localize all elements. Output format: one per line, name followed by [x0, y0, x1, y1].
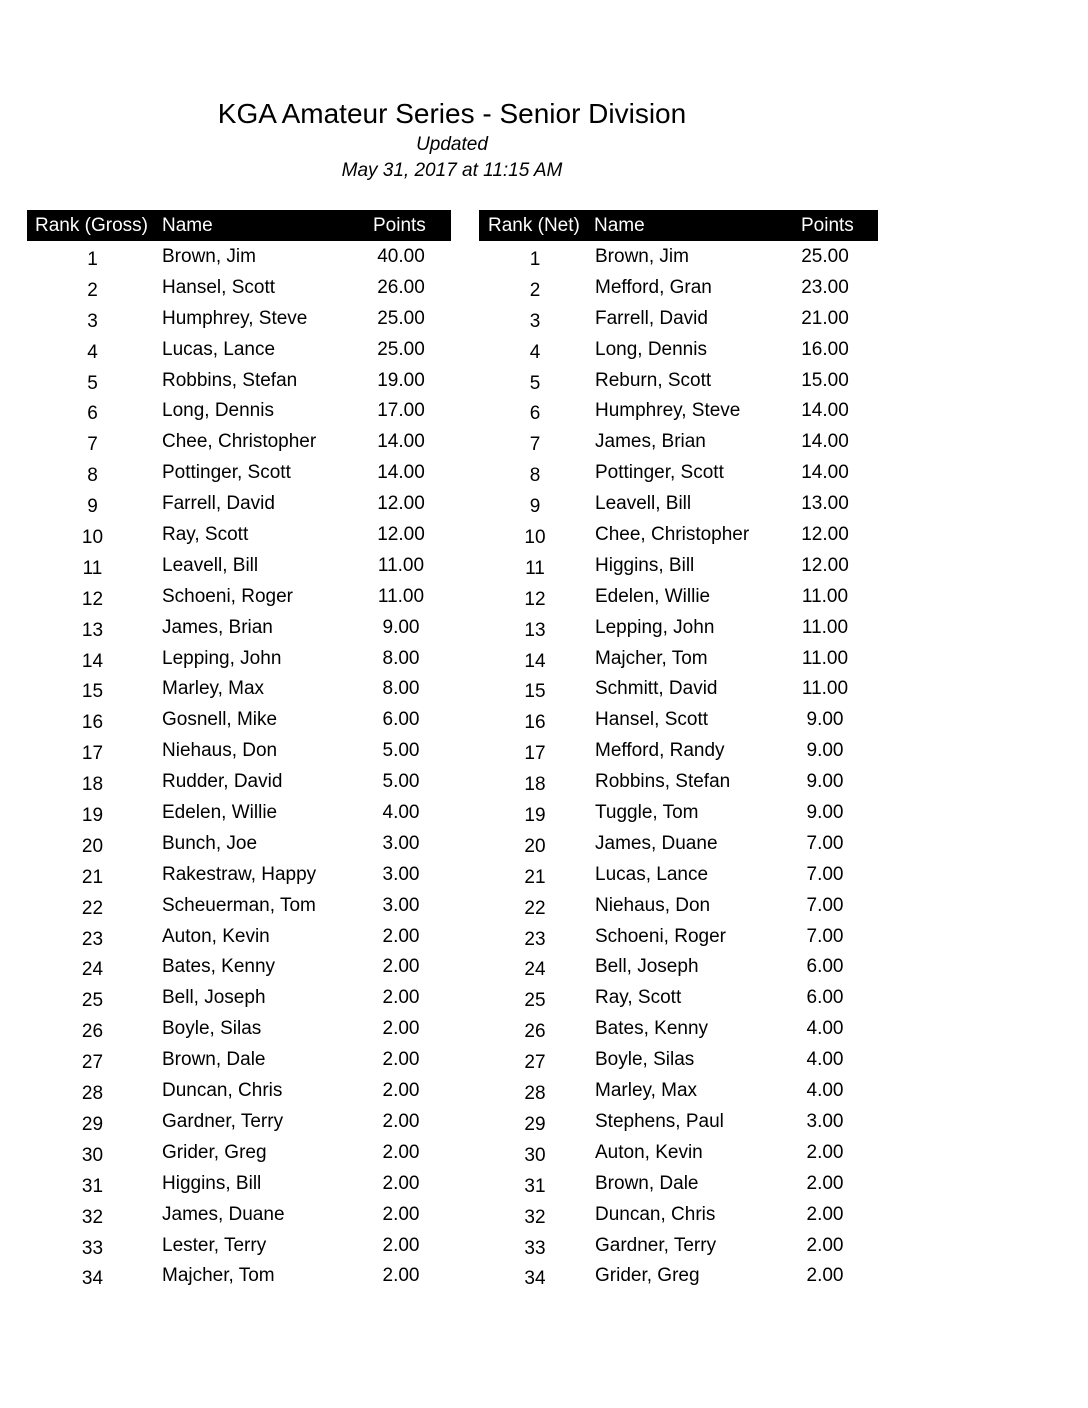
rank-cell: 7 [529, 434, 541, 456]
rank-cell: 1 [529, 249, 541, 270]
rank-cell: 27 [524, 1052, 546, 1074]
rank-cell: 20 [81, 835, 104, 857]
table-row [479, 797, 878, 828]
points-cell: 3.00 [806, 1110, 844, 1132]
updated-label: Updated [416, 134, 488, 155]
table-row [27, 797, 451, 828]
table-row [27, 1075, 451, 1106]
name-cell: Niehaus, Don [595, 894, 711, 916]
name-cell: Boyle, Silas [595, 1049, 695, 1071]
table-row [479, 1106, 878, 1137]
points-cell: 25.00 [377, 338, 425, 360]
points-cell: 21.00 [801, 307, 849, 329]
name-cell: Marley, Max [162, 678, 265, 700]
gross-standings-table [27, 210, 451, 1291]
table-row [27, 1106, 451, 1137]
name-cell: Niehaus, Don [162, 740, 278, 762]
points-cell: 6.00 [806, 956, 844, 978]
table-row [479, 1260, 878, 1291]
rank-cell: 17 [81, 743, 104, 765]
table-row [27, 673, 451, 704]
table-row [479, 982, 878, 1013]
points-cell: 2.00 [806, 1234, 844, 1256]
name-cell: Farrell, David [595, 307, 708, 329]
name-cell: Mefford, Gran [595, 276, 712, 298]
name-cell: Pottinger, Scott [595, 462, 724, 484]
rank-cell: 6 [529, 403, 541, 425]
rank-cell: 25 [81, 990, 104, 1012]
name-cell: Rudder, David [162, 771, 283, 793]
name-cell: James, Brian [595, 431, 706, 453]
table-row [479, 581, 878, 612]
table-row [479, 550, 878, 581]
points-cell: 14.00 [801, 431, 849, 453]
points-cell: 9.00 [806, 740, 844, 762]
points-cell: 2.00 [382, 1110, 420, 1132]
table-row [27, 612, 451, 643]
table-row [479, 272, 878, 303]
points-cell: 23.00 [801, 276, 849, 298]
table-row [479, 365, 878, 396]
rank-cell: 34 [524, 1268, 546, 1290]
name-cell: Long, Dennis [595, 338, 707, 360]
table-row [27, 426, 451, 457]
rank-cell: 17 [524, 743, 546, 765]
rank-cell: 31 [524, 1175, 546, 1197]
points-cell: 7.00 [806, 894, 844, 916]
name-cell: Bell, Joseph [595, 956, 699, 978]
table-row [27, 828, 451, 859]
table-row [27, 1044, 451, 1075]
points-cell: 5.00 [382, 740, 420, 762]
rank-cell: 29 [524, 1113, 546, 1135]
name-cell: Ray, Scott [595, 987, 682, 1009]
name-cell: Chee, Christopher [162, 431, 317, 453]
name-cell: Bates, Kenny [162, 956, 276, 978]
rank-cell: 21 [524, 866, 546, 888]
table-row [27, 303, 451, 334]
rank-cell: 10 [81, 527, 104, 549]
table-row [27, 1137, 451, 1168]
rank-cell: 5 [87, 372, 98, 394]
rank-cell: 24 [81, 959, 104, 981]
points-cell: 7.00 [806, 925, 844, 947]
rank-cell: 7 [87, 434, 98, 456]
name-cell: Brown, Dale [162, 1049, 266, 1071]
table-row [479, 303, 878, 334]
rank-cell: 4 [87, 341, 98, 363]
points-cell: 14.00 [377, 462, 425, 484]
rank-cell: 27 [81, 1052, 104, 1074]
rank-cell: 14 [81, 650, 104, 672]
table-header [27, 210, 451, 241]
points-cell: 14.00 [801, 462, 849, 484]
rank-cell: 8 [87, 465, 98, 487]
name-cell: Schoeni, Roger [162, 585, 293, 607]
table-row [27, 581, 451, 612]
name-cell: Long, Dennis [162, 400, 274, 422]
table-row [479, 241, 878, 272]
table-row [27, 334, 451, 365]
points-cell: 19.00 [377, 369, 425, 391]
name-cell: Bates, Kenny [595, 1018, 709, 1040]
points-cell: 25.00 [377, 307, 425, 329]
points-cell: 2.00 [382, 1018, 420, 1040]
name-cell: Schmitt, David [595, 678, 718, 700]
table-row [479, 766, 878, 797]
name-cell: Mefford, Randy [595, 740, 725, 762]
name-cell: James, Duane [162, 1203, 285, 1225]
name-cell: Auton, Kevin [595, 1141, 703, 1163]
rank-cell: 10 [524, 527, 546, 549]
points-cell: 2.00 [806, 1141, 844, 1163]
points-cell: 2.00 [382, 1141, 420, 1163]
points-cell: 3.00 [382, 894, 420, 916]
name-cell: Tuggle, Tom [595, 802, 699, 824]
rank-cell: 16 [81, 712, 104, 734]
name-cell: Rakestraw, Happy [162, 863, 317, 885]
header-name: Name [162, 215, 213, 236]
table-row [27, 982, 451, 1013]
table-row [479, 859, 878, 890]
table-row [479, 612, 878, 643]
rank-cell: 30 [81, 1144, 104, 1166]
name-cell: Higgins, Bill [595, 554, 695, 576]
rank-cell: 19 [524, 805, 546, 827]
table-row [27, 519, 451, 550]
rank-cell: 8 [529, 465, 541, 487]
table-row [27, 859, 451, 890]
rank-cell: 3 [529, 310, 541, 332]
table-row [27, 1013, 451, 1044]
rank-cell: 23 [81, 928, 104, 950]
rank-cell: 13 [524, 619, 546, 641]
points-cell: 7.00 [806, 863, 844, 885]
net-table-body [479, 241, 878, 1291]
points-cell: 4.00 [806, 1049, 844, 1071]
name-cell: Gosnell, Mike [162, 709, 278, 731]
rank-cell: 32 [524, 1206, 546, 1228]
name-cell: Hansel, Scott [595, 709, 708, 731]
points-cell: 9.00 [382, 616, 420, 638]
net-standings-table [479, 210, 878, 1291]
header-rank: Rank (Gross) [35, 215, 148, 236]
name-cell: Brown, Jim [162, 246, 256, 267]
name-cell: James, Brian [162, 616, 273, 638]
name-cell: Bunch, Joe [162, 832, 258, 854]
points-cell: 7.00 [806, 832, 844, 854]
table-row [479, 1199, 878, 1230]
table-row [27, 921, 451, 952]
table-row [27, 272, 451, 303]
points-cell: 6.00 [382, 709, 420, 731]
rank-cell: 18 [524, 774, 546, 796]
name-cell: Edelen, Willie [162, 802, 278, 824]
name-cell: Auton, Kevin [162, 925, 270, 947]
name-cell: Leavell, Bill [595, 493, 692, 515]
table-row [27, 704, 451, 735]
rank-cell: 14 [524, 650, 546, 672]
updated-date: May 31, 2017 at 11:15 AM [341, 160, 563, 181]
table-row [479, 395, 878, 426]
header-points: Points [373, 215, 426, 236]
points-cell: 11.00 [801, 678, 849, 700]
points-cell: 12.00 [377, 524, 425, 546]
rank-cell: 31 [81, 1175, 104, 1197]
rank-cell: 11 [82, 557, 103, 579]
name-cell: Majcher, Tom [595, 647, 708, 669]
header-points: Points [801, 215, 854, 236]
points-cell: 40.00 [377, 246, 425, 267]
rank-cell: 28 [81, 1083, 104, 1105]
name-cell: James, Duane [595, 832, 718, 854]
points-cell: 2.00 [382, 987, 420, 1009]
table-row [27, 1260, 451, 1291]
name-cell: Lucas, Lance [595, 863, 709, 885]
name-cell: Majcher, Tom [162, 1265, 275, 1287]
rank-cell: 4 [529, 341, 541, 363]
points-cell: 2.00 [806, 1203, 844, 1225]
rank-cell: 25 [524, 990, 546, 1012]
table-row [27, 365, 451, 396]
name-cell: Bell, Joseph [162, 987, 266, 1009]
rank-cell: 34 [81, 1268, 104, 1290]
table-row [479, 735, 878, 766]
rank-cell: 33 [524, 1237, 546, 1259]
table-row [27, 735, 451, 766]
points-cell: 13.00 [801, 493, 849, 515]
points-cell: 12.00 [801, 524, 849, 546]
points-cell: 12.00 [377, 493, 425, 515]
name-cell: Humphrey, Steve [595, 400, 741, 422]
header-rank: Rank (Net) [488, 215, 580, 236]
name-cell: Robbins, Stefan [162, 369, 298, 391]
rank-cell: 2 [87, 279, 98, 301]
rank-cell: 22 [524, 897, 546, 919]
rank-cell: 20 [524, 835, 546, 857]
table-header [479, 210, 878, 241]
name-cell: Farrell, David [162, 493, 275, 515]
rank-cell: 13 [81, 619, 104, 641]
table-row [479, 488, 878, 519]
name-cell: Scheuerman, Tom [162, 894, 316, 916]
name-cell: Ray, Scott [162, 524, 249, 546]
name-cell: Grider, Greg [595, 1265, 700, 1287]
rank-cell: 28 [524, 1083, 546, 1105]
name-cell: Brown, Dale [595, 1172, 699, 1194]
table-row [479, 1044, 878, 1075]
table-row [27, 395, 451, 426]
table-row [479, 1137, 878, 1168]
table-row [479, 951, 878, 982]
rank-cell: 33 [81, 1237, 104, 1259]
rank-cell: 29 [81, 1113, 104, 1135]
name-cell: Brown, Jim [595, 246, 689, 267]
name-cell: Grider, Greg [162, 1141, 267, 1163]
gross-table-body [27, 241, 451, 1291]
rank-cell: 15 [524, 681, 546, 703]
table-row [479, 1168, 878, 1199]
points-cell: 17.00 [377, 400, 425, 422]
points-cell: 25.00 [801, 246, 849, 267]
table-row [479, 921, 878, 952]
table-row [479, 890, 878, 921]
points-cell: 2.00 [382, 1080, 420, 1102]
points-cell: 6.00 [806, 987, 844, 1009]
rank-cell: 22 [81, 897, 104, 919]
points-cell: 2.00 [382, 925, 420, 947]
table-row [479, 643, 878, 674]
rank-cell: 18 [81, 774, 104, 796]
rank-cell: 9 [529, 496, 541, 518]
table-row [479, 673, 878, 704]
table-row [479, 828, 878, 859]
points-cell: 2.00 [806, 1172, 844, 1194]
rank-cell: 19 [81, 805, 104, 827]
points-cell: 11.00 [801, 616, 849, 638]
points-cell: 9.00 [806, 709, 844, 731]
rank-cell: 32 [81, 1206, 104, 1228]
name-cell: Duncan, Chris [595, 1203, 716, 1225]
name-cell: Edelen, Willie [595, 585, 711, 607]
table-row [27, 550, 451, 581]
rank-cell: 30 [524, 1144, 546, 1166]
table-row [479, 457, 878, 488]
points-cell: 11.00 [377, 585, 425, 607]
name-cell: Lepping, John [162, 647, 282, 669]
points-cell: 3.00 [382, 863, 420, 885]
table-row [27, 1230, 451, 1261]
page-title: KGA Amateur Series - Senior Division [217, 98, 687, 129]
points-cell: 4.00 [806, 1080, 844, 1102]
name-cell: Robbins, Stefan [595, 771, 731, 793]
name-cell: Humphrey, Steve [162, 307, 308, 329]
points-cell: 26.00 [377, 276, 425, 298]
name-cell: Lucas, Lance [162, 338, 276, 360]
rank-cell: 12 [81, 588, 104, 610]
points-cell: 2.00 [382, 1172, 420, 1194]
rank-cell: 9 [87, 496, 98, 518]
rank-cell: 5 [529, 372, 541, 394]
rank-cell: 23 [524, 928, 546, 950]
table-row [479, 334, 878, 365]
points-cell: 5.00 [382, 771, 420, 793]
points-cell: 2.00 [382, 956, 420, 978]
points-cell: 14.00 [801, 400, 849, 422]
name-cell: Boyle, Silas [162, 1018, 262, 1040]
table-row [27, 241, 451, 272]
name-cell: Pottinger, Scott [162, 462, 291, 484]
points-cell: 11.00 [377, 554, 425, 576]
rank-cell: 26 [81, 1021, 104, 1043]
rank-cell: 3 [87, 310, 98, 332]
rank-cell: 2 [529, 279, 541, 301]
points-cell: 8.00 [382, 647, 420, 669]
points-cell: 9.00 [806, 802, 844, 824]
table-row [479, 1013, 878, 1044]
table-row [479, 1230, 878, 1261]
name-cell: Duncan, Chris [162, 1080, 283, 1102]
name-cell: Higgins, Bill [162, 1172, 262, 1194]
table-row [27, 457, 451, 488]
points-cell: 14.00 [377, 431, 425, 453]
points-cell: 9.00 [806, 771, 844, 793]
rank-cell: 15 [81, 681, 104, 703]
points-cell: 2.00 [382, 1203, 420, 1225]
table-row [479, 1075, 878, 1106]
points-cell: 11.00 [801, 585, 849, 607]
points-cell: 2.00 [806, 1265, 844, 1287]
points-cell: 2.00 [382, 1049, 420, 1071]
rank-cell: 16 [524, 712, 546, 734]
points-cell: 4.00 [806, 1018, 844, 1040]
name-cell: Gardner, Terry [595, 1234, 717, 1256]
points-cell: 2.00 [382, 1265, 420, 1287]
name-cell: Leavell, Bill [162, 554, 259, 576]
points-cell: 11.00 [801, 647, 849, 669]
name-cell: Marley, Max [595, 1080, 698, 1102]
name-cell: Reburn, Scott [595, 369, 712, 391]
points-cell: 16.00 [801, 338, 849, 360]
points-cell: 2.00 [382, 1234, 420, 1256]
name-cell: Lepping, John [595, 616, 715, 638]
rank-cell: 6 [87, 403, 98, 425]
name-cell: Hansel, Scott [162, 276, 275, 298]
table-row [27, 1199, 451, 1230]
rank-cell: 11 [525, 557, 545, 579]
rank-cell: 21 [81, 866, 104, 888]
header-name: Name [594, 215, 645, 236]
rank-cell: 1 [87, 249, 98, 270]
table-row [27, 488, 451, 519]
points-cell: 8.00 [382, 678, 420, 700]
table-row [27, 766, 451, 797]
name-cell: Schoeni, Roger [595, 925, 726, 947]
table-row [27, 643, 451, 674]
table-row [27, 890, 451, 921]
points-cell: 15.00 [801, 369, 849, 391]
points-cell: 4.00 [382, 802, 420, 824]
name-cell: Lester, Terry [162, 1234, 267, 1256]
rank-cell: 24 [524, 959, 546, 981]
table-row [479, 426, 878, 457]
points-cell: 3.00 [382, 832, 420, 854]
rank-cell: 26 [524, 1021, 546, 1043]
table-row [27, 1168, 451, 1199]
name-cell: Chee, Christopher [595, 524, 750, 546]
name-cell: Gardner, Terry [162, 1110, 284, 1132]
table-row [479, 519, 878, 550]
table-row [479, 704, 878, 735]
table-row [27, 951, 451, 982]
points-cell: 12.00 [801, 554, 849, 576]
rank-cell: 12 [524, 588, 546, 610]
name-cell: Stephens, Paul [595, 1110, 724, 1132]
